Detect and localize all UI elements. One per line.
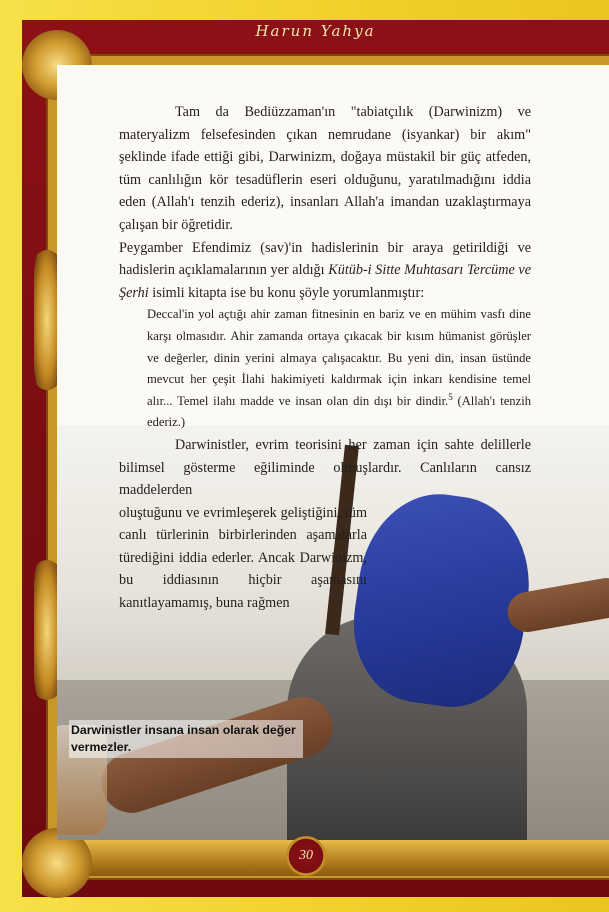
paragraph-2: Peygamber Efendimiz (sav)'in hadislerinin bir araya getirildiği ve hadislerin açıklamalarının yer aldığı Kütüb-i Sitte Muhtasarı Tercüme ve Şerhi isimli kitapta ise bu konu şöyle yorumlanmıştır: (119, 239, 532, 301)
book-title: Kütüb-i Sitte Muhtasarı Tercüme ve Şerhi (119, 262, 532, 301)
paragraph-3: Darwinistler, evrim teorisini her zaman için sahte delillerle bilimsel gösterme eğiliminde olmuşlardır. Canlıların cansız maddelerden (119, 436, 531, 499)
article-text (119, 101, 531, 615)
author-header: Harun Yahya (255, 22, 376, 40)
quote-block: Deccal'in yol açtığı ahir zaman fitnesinin en bariz ve en mühim vasfı dine karşı olmasıdır. Ahir zamanda ortaya çıkacak bir kısım hümanist görüşler ve değerler, dinin yerini almaya çalışacaktır. Bu yeni din, insan üstünde mevcut her çeşit İlahi hakimiyeti kaldırmak için inkarı kendisine temel alır... Temel ilahı madde ve insan olan din dışı bir dindir.$^5$ (Allah'ı tenzih ederiz.) (147, 307, 531, 430)
paragraph-3-wrapped: oluştuğunu ve evrimleşerek geliştiğini, tüm canlı türlerinin birbirlerinden aşamalarla türediğini iddia ederler. Ancak Darwinizm, bu iddiasının hiçbir aşamasını kanıtlayamamış, buna rağmen (119, 504, 367, 612)
paragraph-1: Tam da Bediüzzaman'ın "tabiatçılık (Darwinizm) ve materyalizm felsefesinden çıkan nemrudane (isyankar) bir akım" şeklinde ifade ettiği gibi, Darwinizm, doğaya müstakil bir güç atfeden, tüm canlılığın kör tesadüflerin eseri olduğunu, yaratılmadığını iddia eden (Allah'ı tenzih ederiz), insanları Allah'a imandan uzaklaştırmaya çalışan bir öğretidir. (119, 104, 531, 233)
content-panel (57, 65, 609, 840)
image-caption: Darwinistler insana insan olarak değer vermezler. (69, 720, 303, 758)
page-number: 30 (286, 836, 326, 876)
footnote-mark: 5 (448, 391, 453, 402)
